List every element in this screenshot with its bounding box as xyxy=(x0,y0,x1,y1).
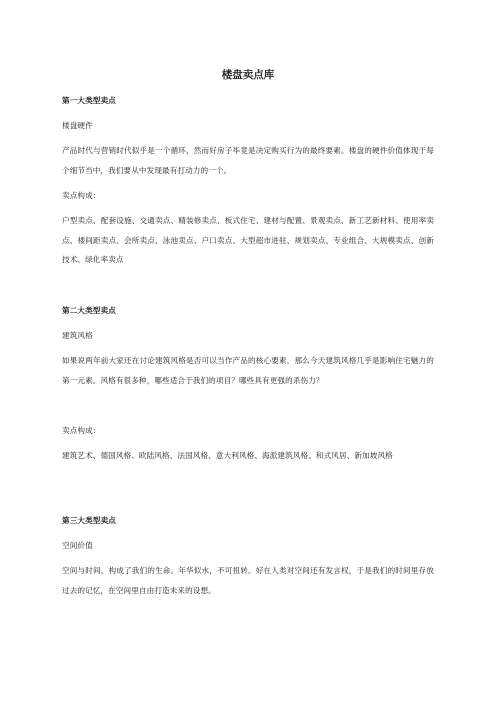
section-1-points: 户型卖点、配套设施、交通卖点、精装修卖点、板式住宅、建材与配置、景观卖点、新工艺新材料、使用率卖点、楼间距卖点、会所卖点、泳池卖点、户口卖点、大型超市进驻、规划卖点、专业组合、大规模卖点、创新技术、绿化率卖点 xyxy=(62,216,434,264)
section-1-points-label: 卖点构成： xyxy=(62,191,101,200)
section-3-intro: 空间与时间，构成了我们的生命。年华似水，不可扭转。好在人类对空间还有发言权，于是我们的时间里存放过去的记忆，在空间里自由打造未来的设想。 xyxy=(62,566,434,595)
section-2-heading: 第二大类型卖点 xyxy=(62,306,116,315)
section-2-points: 建筑艺术、德国风格、欧陆风格、法国风格、意大利风格、海派建筑风格、和式风居、新加坡风格 xyxy=(62,451,393,460)
document-title: 楼盘卖点库 xyxy=(221,69,275,81)
section-2-subheading: 建筑风格 xyxy=(62,331,93,340)
section-1-intro: 产品时代与营销时代似乎是一个循环，然而好房子毕竟是决定购买行为的最终要素。楼盘的硬件价值体现于每个细节当中，我们要从中发现最有打动力的一个。 xyxy=(62,146,434,175)
section-1-heading: 第一大类型卖点 xyxy=(62,96,116,105)
section-2-points-label: 卖点构成： xyxy=(62,426,101,435)
section-3-subheading: 空间价值 xyxy=(62,541,93,550)
section-3-heading: 第三大类型卖点 xyxy=(62,516,116,525)
section-1-subheading: 楼盘硬件 xyxy=(62,121,93,130)
section-2-intro: 如果说两年前大家还在讨论建筑风格是否可以当作产品的核心要素，那么今天建筑风格几乎是影响住宅魅力的第一元素。风格有很多种，哪些适合于我们的项目？哪些具有更强的杀伤力？ xyxy=(62,356,434,385)
